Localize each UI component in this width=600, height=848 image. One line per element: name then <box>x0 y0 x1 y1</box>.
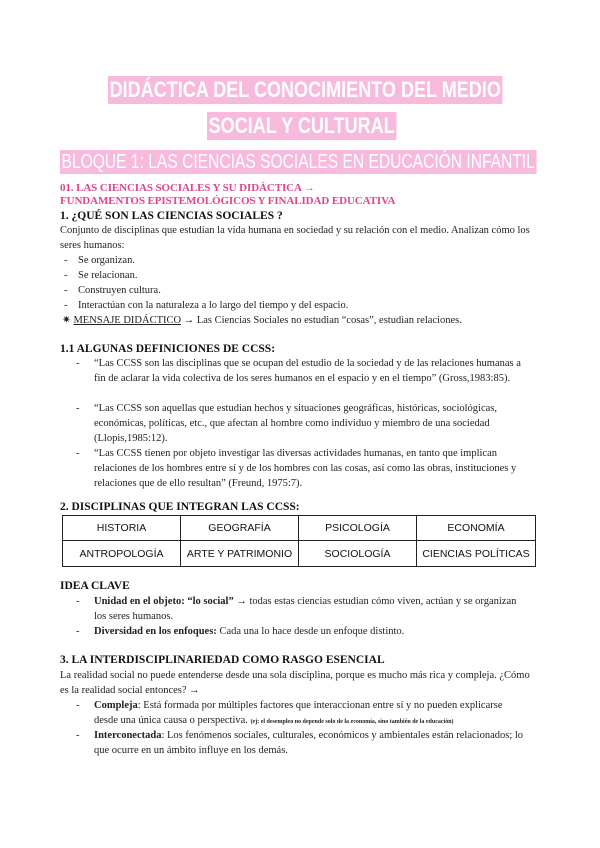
complex-note: (ej: el desempleo no depende solo de la economía, sino también de la educación) <box>250 719 454 725</box>
table-cell: SOCIOLOGÍA <box>299 541 417 566</box>
list-item: - “Las CCSS tienen por objeto investigar las diversas actividades humanas, en tanto que implican relaciones de los hombres entre sí y de los hombres con las cosas, así como las obras, instituciones y relaciones que de ello resultan” (Freund, 1975:7). <box>94 446 524 491</box>
section-1-1-heading: 1.1 ALGUNAS DEFINICIONES DE CCSS: <box>60 343 276 355</box>
key-idea-2-label: Diversidad en los enfoques: <box>94 626 217 637</box>
document-title-line-2: SOCIAL Y CULTURAL <box>208 113 395 138</box>
section-2-heading: 2. DISCIPLINAS QUE INTEGRAN LAS CCSS: <box>60 501 300 513</box>
section-1-heading: 1. ¿QUÉ SON LAS CIENCIAS SOCIALES ? <box>60 210 283 222</box>
unit-subtitle-line-1: 01. LAS CIENCIAS SOCIALES Y SU DIDÁCTICA → <box>60 182 315 194</box>
disciplines-table <box>62 515 536 567</box>
list-item: - Construyen cultura. <box>78 283 518 298</box>
table-cell: HISTORIA <box>63 516 181 541</box>
didactic-message-label: MENSAJE DIDÁCTICO <box>73 315 182 326</box>
list-item: - “Las CCSS son las disciplinas que se ocupan del estudio de la sociedad y de las relaciones humanas a fin de aclarar la vida colectiva de los seres humanos en el espacio y en el tiempo” (Gross,1983:85). <box>94 356 524 386</box>
list-item: - Interactúan con la naturaleza a lo largo del tiempo y del espacio. <box>78 298 518 313</box>
table-cell: ECONOMÍA <box>417 516 535 541</box>
key-idea-1-label: Unidad en el objeto: “lo social” <box>94 596 234 607</box>
list-item <box>94 624 524 639</box>
list-item <box>94 594 524 624</box>
section-1-intro: Conjunto de disciplinas que estudian la vida humana en sociedad y su relación con el medio. Analizan cómo los seres humanos: <box>60 225 530 251</box>
didactic-message-text: → Las Ciencias Sociales no estudian “cosas”, estudian relaciones. <box>183 315 462 326</box>
section-3-heading: 3. LA INTERDISCIPLINARIEDAD COMO RASGO ESENCIAL <box>60 654 385 666</box>
list-item <box>94 728 524 758</box>
table-cell: PSICOLOGÍA <box>299 516 417 541</box>
asterisk-icon: ✷ <box>62 315 71 326</box>
table-cell: ARTE Y PATRIMONIO <box>181 541 299 566</box>
interconnected-label: Interconectada <box>94 730 162 741</box>
block-heading: BLOQUE 1: LAS CIENCIAS SOCIALES EN EDUCACIÓN INFANTIL <box>61 151 535 173</box>
table-cell: CIENCIAS POLÍTICAS <box>422 547 530 560</box>
didactic-message <box>62 313 532 328</box>
key-idea-2-text: Cada una lo hace desde un enfoque distinto. <box>216 626 405 637</box>
key-idea-heading: IDEA CLAVE <box>60 580 130 592</box>
key-idea-1-text: → todas estas ciencias estudian cómo viven, actúan y se organizan los seres humanos. <box>94 596 517 622</box>
complex-label: Compleja <box>94 700 138 711</box>
unit-subtitle-line-2: FUNDAMENTOS EPISTEMOLÓGICOS Y FINALIDAD EDUCATIVA <box>60 195 396 207</box>
complex-text: : Está formada por múltiples factores que interaccionan entre sí y no pueden explicarse desde una única causa o perspectiva. <box>94 700 503 726</box>
interconnected-text: : Los fenómenos sociales, culturales, económicos y ambientales están relacionados; lo que ocurre en un ámbito influye en los demás. <box>94 730 524 756</box>
section-3-intro: La realidad social no puede entenderse desde una sola disciplina, porque es mucho más rica y compleja. ¿Cómo es la realidad social entonces? → <box>60 670 530 696</box>
table-cell: ANTROPOLOGÍA <box>63 541 181 566</box>
document-title-line-1: DIDÁCTICA DEL CONOCIMIENTO DEL MEDIO <box>109 77 501 102</box>
list-item: - Se organizan. <box>78 253 518 268</box>
list-item: - “Las CCSS son aquellas que estudian hechos y situaciones geográficas, históricas, sociológicas, económicas, políticas, etc., que afectan al hombre como individuo y miembro de una sociedad (Llopis,1985:12). <box>94 401 524 446</box>
list-item: - Se relacionan. <box>78 268 518 283</box>
list-item <box>94 698 524 730</box>
table-cell: GEOGRAFÍA <box>181 516 299 541</box>
